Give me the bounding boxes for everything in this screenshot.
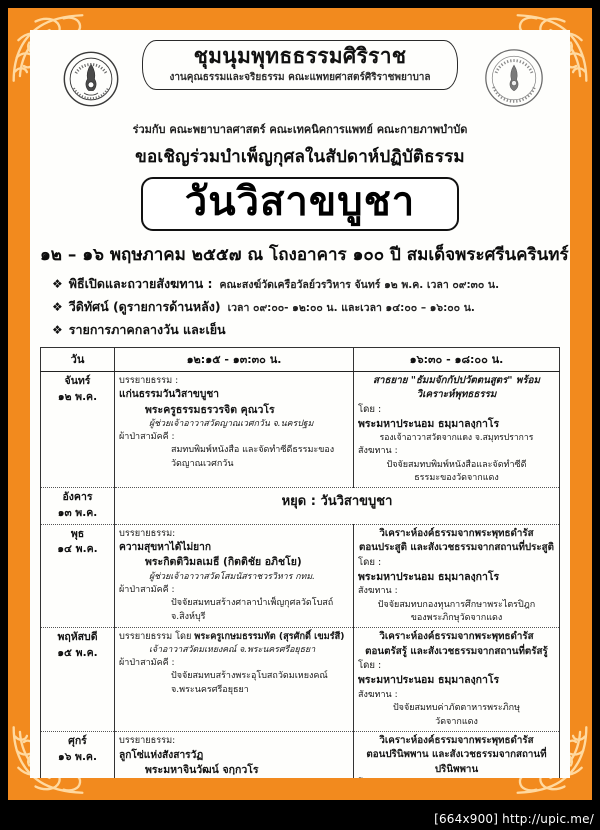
speaker-name: พระครูเกษมธรรมทัต (สุรศักดิ์ เขมรํสี) <box>194 631 345 643</box>
table-row <box>41 731 560 778</box>
table-row <box>41 488 560 525</box>
event-bullet-list <box>52 274 560 340</box>
column-header-noon-slot: ๑๒:๑๕ - ๑๓:๓๐ น. <box>115 347 354 371</box>
offering-label: ผ้าป่าสามัคคี : <box>119 432 175 443</box>
day-date: ๑๓ พ.ค. <box>57 506 98 519</box>
bullet-label: วีดิทัศน์ (ดูรายการด้านหลัง) <box>68 298 221 314</box>
day-of-week: พุธ <box>70 527 85 540</box>
evening-session-cell <box>354 524 560 628</box>
offering-text: ปัจจัยสมทบพิมพ์หนังสือและจัดทำซีดี <box>386 459 527 470</box>
speaker-name: พระครูธรรมธรวรจิต คุณวโร <box>145 403 275 416</box>
speaker-name: พระมหาจินวัฒน์ จกฺกวโร <box>145 763 259 776</box>
speaker-name: พระมหาประนอม ธมฺมาลงฺกาโร <box>358 674 500 687</box>
speaker-name: พระมหาประนอม ธมฺมาลงฺกาโร <box>358 570 500 583</box>
offering-text: ปัจจัยสมทบสร้างพระอุโบสถวัดมเหยงคณ์ <box>171 671 328 682</box>
session-by-label: โดย : <box>358 556 382 568</box>
session-title: สาธยาย "ธัมมจักกัปปวัตตนสูตร" พร้อมวิเคราะห์พุทธธรรม <box>373 374 540 401</box>
offering-label: ผ้าป่าสามัคคี : <box>119 657 175 668</box>
session-title-2: ตอนประสูติ และสังเวชธรรมจากสถานที่ประสูติ <box>358 542 555 554</box>
diamond-bullet-icon: ❖ <box>52 322 63 337</box>
noon-session-cell <box>115 731 354 778</box>
poster-paper <box>30 30 570 778</box>
offering-text: สมทบพิมพ์หนังสือ และจัดทำซีดีธรรมะของ <box>171 445 335 456</box>
table-header-row <box>41 347 560 371</box>
offering-text-2: ของพระภิกษุวัดจากแดง <box>410 612 503 623</box>
noon-session-cell <box>115 524 354 628</box>
session-topic: ความสุขหาได้ไม่ยาก <box>119 542 212 554</box>
day-date: ๑๕ พ.ค. <box>57 647 98 660</box>
bullet-label: พิธีเปิดและถวายสังฆทาน : <box>68 275 213 291</box>
schedule-table <box>40 347 560 778</box>
day-of-week: ศุกร์ <box>68 734 87 747</box>
evening-session-cell <box>354 371 560 487</box>
offering-text-2: ธรรมะของวัดจากแดง <box>414 472 499 483</box>
main-title-box <box>141 177 459 231</box>
column-header-evening-slot: ๑๖:๓๐ - ๑๘:๐๐ น. <box>354 347 560 371</box>
day-cell <box>41 371 115 487</box>
table-row <box>41 371 560 487</box>
day-date: ๑๔ พ.ค. <box>57 543 98 556</box>
column-header-day: วัน <box>41 347 115 371</box>
siriraj-seal-icon <box>62 50 120 108</box>
offering-label: สังฆทาน : <box>358 586 398 597</box>
day-date: ๑๒ พ.ค. <box>57 390 98 403</box>
date-venue-line: ๑๒ – ๑๖ พฤษภาคม ๒๕๕๗ ณ โถงอาคาร ๑๐๐ ปี สมเด็จพระศรีนครินทร์ <box>40 244 569 265</box>
day-of-week: พฤหัสบดี <box>57 631 98 644</box>
offering-text-2: วัดญาณเวศกวัน <box>171 458 234 469</box>
session-title: วิเคราะห์องค์ธรรมจากพระพุทธดำรัส <box>379 734 534 746</box>
main-title-container <box>40 177 560 231</box>
session-by-label: โดย : <box>358 660 382 672</box>
noon-session-cell <box>115 371 354 487</box>
page-title: วันวิสาขบูชา <box>184 179 416 225</box>
invitation-line: ขอเชิญร่วมบำเพ็ญกุศลในสัปดาห์ปฏิบัติธรรม <box>135 147 465 167</box>
session-topic: ลูกโซ่แห่งสังสารวัฏ <box>119 749 204 761</box>
offering-label: สังฆทาน : <box>358 689 398 700</box>
image-watermark: [664x900] http://upic.me/ <box>434 812 594 826</box>
bullet-label: รายการภาคกลางวัน และเย็น <box>68 321 226 337</box>
holiday-cell: หยุด : วันวิสาขบูชา <box>115 488 560 525</box>
diamond-bullet-icon: ❖ <box>52 276 63 291</box>
noon-session-cell <box>115 628 354 732</box>
day-of-week: อังคาร <box>62 491 93 504</box>
offering-text-2: จ.พระนครศรีอยุธยา <box>171 684 249 695</box>
speaker-position: รองเจ้าอาวาสวัดจากแดง จ.สมุทรปราการ <box>379 433 534 444</box>
table-row <box>41 524 560 628</box>
speaker-position: ผู้ช่วยเจ้าอาวาสวัดโสมนัสราชวรวิหาร กทม. <box>149 571 315 582</box>
session-title-2: ตอนปรินิพพาน และสังเวชธรรมจากสถานที่ปรินิพพาน <box>366 749 547 775</box>
session-topic: แก่นธรรมวันวิสาขบูชา <box>119 389 219 401</box>
bullet-value: คณะสงฆ์วัดเครือวัลย์วรวิหาร จันทร์ ๑๒ พ.ค. เวลา ๐๙:๓๐ น. <box>219 278 500 291</box>
session-lead: บรรยายธรรม : <box>119 374 179 386</box>
speaker-position: เจ้าอาวาสวัดมเหยงคณ์ จ.พระนครศรีอยุธยา <box>149 644 316 655</box>
offering-label: สังฆทาน : <box>358 446 398 457</box>
temple-seal-icon <box>482 46 546 110</box>
offering-label: ผ้าป่าสามัคคี : <box>119 584 175 595</box>
list-item <box>52 274 560 294</box>
day-cell <box>41 524 115 628</box>
session-lead: บรรยายธรรม: <box>119 527 176 539</box>
organization-subtitle: งานคุณธรรมและจริยธรรม คณะแพทยศาสตร์ศิริราชพยาบาล <box>169 71 431 83</box>
speaker-name: พระมหาประนอม ธมฺมาลงฺกาโร <box>358 417 500 430</box>
session-by-label <box>358 777 555 778</box>
poster-orange-frame <box>8 8 592 800</box>
session-lead: บรรยายธรรม: <box>119 734 176 746</box>
list-item <box>52 320 560 340</box>
organization-title: ชุมนุมพุทธธรรมศิริราช <box>193 44 407 68</box>
session-title-2: ตอนตรัสรู้ และสังเวชธรรมจากสถานที่ตรัสรู้ <box>365 645 548 657</box>
offering-text: ปัจจัยสมทบกองทุนการศึกษาพระไตรปิฎก <box>377 599 536 610</box>
evening-session-cell <box>354 628 560 732</box>
evening-session-cell <box>354 731 560 778</box>
offering-text-2: จ.สิงห์บุรี <box>171 611 206 622</box>
organization-plate <box>142 40 457 90</box>
session-title: วิเคราะห์องค์ธรรมจากพระพุทธดำรัส <box>379 631 534 643</box>
table-row <box>41 628 560 732</box>
day-cell <box>41 488 115 525</box>
poster-header <box>40 36 560 114</box>
day-cell <box>41 731 115 778</box>
session-lead-text: บรรยายธรรม โดย <box>119 631 192 643</box>
day-cell <box>41 628 115 732</box>
speaker-position: ผู้ช่วยเจ้าอาวาสวัดญาณเวศกวัน จ.นครปฐม <box>149 419 314 430</box>
list-item <box>52 297 560 317</box>
speaker-name: พระกิตติวิมลเมธี (กิตติชัย อภิชโย) <box>145 556 302 569</box>
day-date: ๑๖ พ.ค. <box>58 750 97 763</box>
offering-text: ปัจจัยสมทบค่าภัตตาหารพระภิกษุ <box>392 703 521 714</box>
session-title: วิเคราะห์องค์ธรรมจากพระพุทธดำรัส <box>379 527 534 539</box>
offering-text-2: วัดจากแดง <box>435 716 478 727</box>
diamond-bullet-icon: ❖ <box>52 299 63 314</box>
session-lead <box>119 630 349 644</box>
session-by-label: โดย : <box>358 403 382 415</box>
offering-text: ปัจจัยสมทบสร้างศาลาบำเพ็ญกุศลวัดโบสถ์ <box>171 598 334 609</box>
bullet-value: เวลา ๐๙:๐๐- ๑๒:๐๐ น. และเวลา ๑๔:๐๐ – ๑๖:๐๐ น. <box>227 301 475 314</box>
day-of-week: จันทร์ <box>64 374 91 387</box>
collaboration-line: ร่วมกับ คณะพยาบาลศาสตร์ คณะเทคนิคการแพทย์ คณะกายภาพบำบัด <box>132 123 468 136</box>
